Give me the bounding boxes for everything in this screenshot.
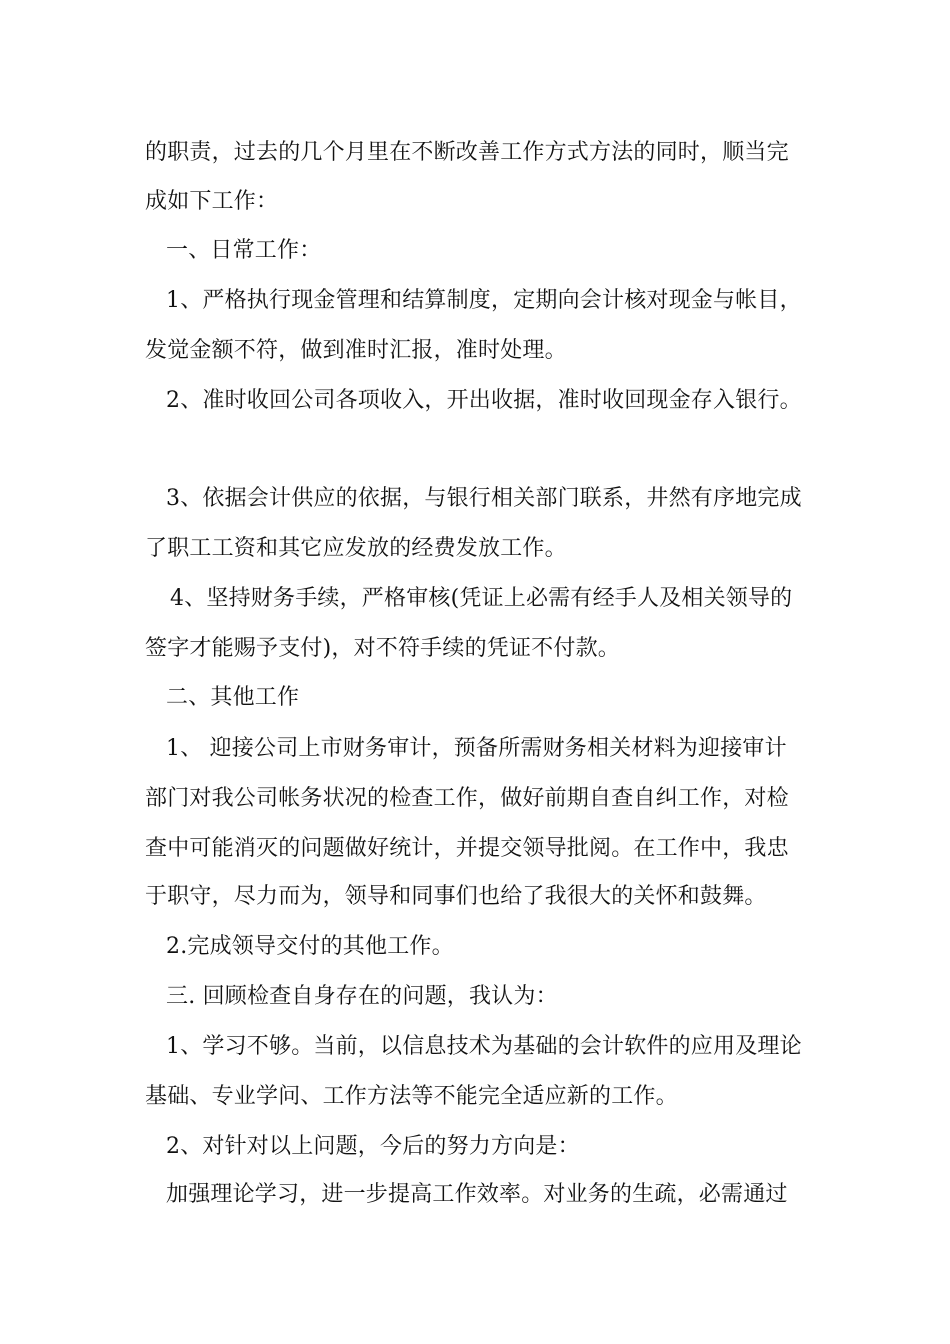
text-line: 1、 迎接公司上市财务审计，预备所需财务相关材料为迎接审计 (166, 736, 787, 761)
text-line: 基础、专业学问、工作方法等不能完全适应新的工作。 (145, 1084, 678, 1109)
text-line: 2.完成领导交付的其他工作。 (166, 934, 454, 959)
section-heading: 一、日常工作： (166, 238, 322, 263)
text-line: 了职工工资和其它应发放的经费发放工作。 (145, 536, 567, 561)
text-line: 发觉金额不符，做到准时汇报，准时处理。 (145, 338, 567, 363)
text-line: 3、依据会计供应的依据，与银行相关部门联系，井然有序地完成 (166, 486, 802, 511)
text-line: 签字才能赐予支付)，对不符手续的凭证不付款。 (145, 636, 620, 661)
text-line: 2、对针对以上问题，今后的努力方向是： (166, 1134, 580, 1159)
text-line: 4、坚持财务手续，严格审核(凭证上必需有经手人及相关领导的 (170, 586, 793, 611)
text-line: 成如下工作： (145, 189, 279, 214)
text-line: 2、准时收回公司各项收入，开出收据，准时收回现金存入银行。 (166, 388, 802, 413)
text-line: 1、严格执行现金管理和结算制度，定期向会计核对现金与帐目， (166, 288, 802, 313)
text-line: 部门对我公司帐务状况的检查工作，做好前期自查自纠工作，对检 (145, 786, 789, 811)
section-heading: 二、其他工作 (166, 685, 300, 710)
section-heading: 三. 回顾检查自身存在的问题，我认为： (166, 984, 558, 1009)
text-line: 于职守，尽力而为，领导和同事们也给了我很大的关怀和鼓舞。 (145, 884, 767, 909)
text-line: 的职责，过去的几个月里在不断改善工作方式方法的同时，顺当完 (145, 140, 789, 165)
text-line: 加强理论学习，进一步提高工作效率。对业务的生疏，必需通过 (166, 1182, 788, 1207)
text-line: 1、学习不够。当前，以信息技术为基础的会计软件的应用及理论 (166, 1034, 802, 1059)
text-line: 查中可能消灭的问题做好统计，并提交领导批阅。在工作中，我忠 (145, 836, 789, 861)
